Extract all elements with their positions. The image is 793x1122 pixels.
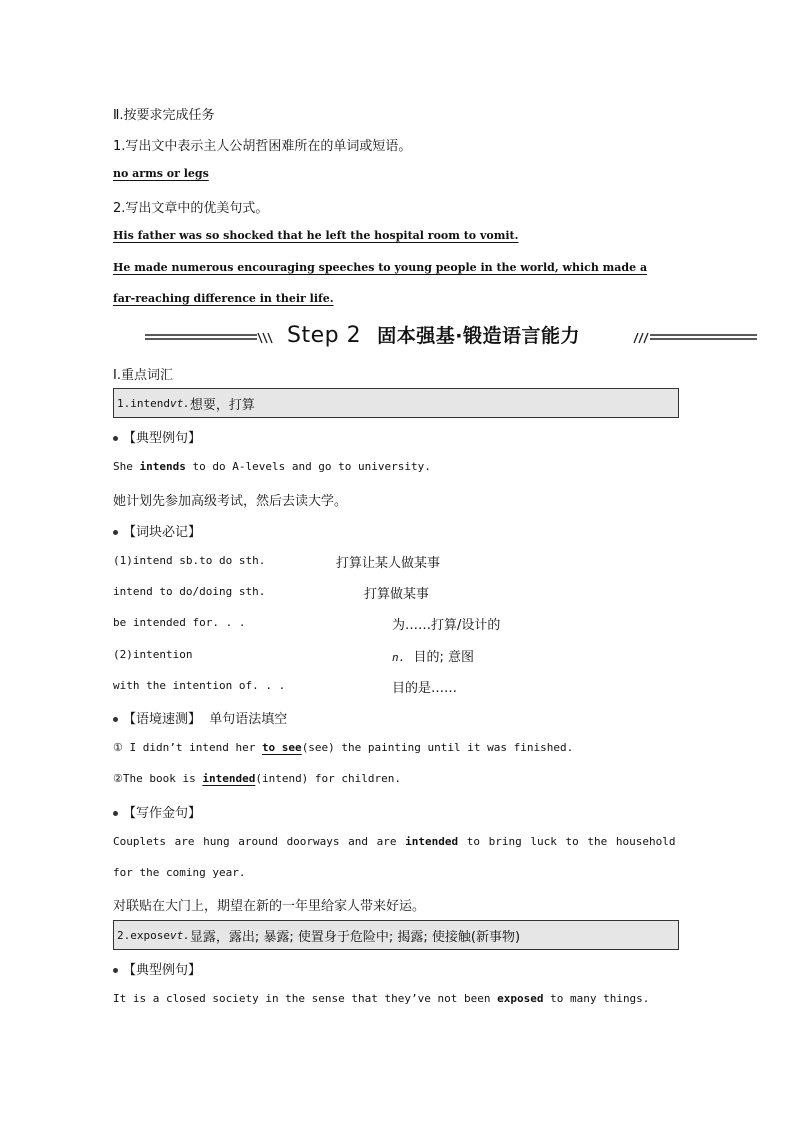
chunk-en-2: intend to do/doing sth. [113, 585, 266, 598]
chunk-en-1: (1)intend sb.to do sth. [113, 554, 266, 567]
chunk-tag: 【词块必记】 [113, 521, 201, 540]
step-subtitle: 固本强基·锻造语言能力 [377, 325, 580, 347]
example-sentence: She intends to do A-levels and go to university. [113, 460, 431, 473]
entry-pos: vt. [169, 928, 190, 942]
question-2: 2.写出文章中的优美句式。 [113, 201, 269, 216]
quiz-item-2: ②The book is intended(intend) for children. [113, 772, 402, 785]
bullet-icon [113, 811, 118, 816]
entry-pos: vt. [169, 396, 190, 410]
entry-meaning: 想要，打算 [189, 397, 255, 413]
part2-heading: Ⅱ.按要求完成任务 [113, 108, 215, 123]
step-label: Step 2 [287, 323, 362, 348]
chunk-en-5: with the intention of. . . [113, 679, 286, 692]
bullet-icon [113, 530, 118, 535]
entry-word: 1.intend [117, 396, 170, 410]
chunk-cn-4: n. 目的; 意图 [392, 650, 475, 665]
example-tag: 【典型例句】 [113, 427, 201, 446]
writing-sentence-line-2: for the coming year. [113, 866, 246, 879]
answer-2-line-2: He made numerous encouraging speeches to young people in the world, which made a [113, 261, 648, 274]
example-translation: 她计划先参加高级考试，然后去读大学。 [113, 494, 348, 509]
quiz-answer-2: intended [202, 772, 256, 785]
example-sentence-2: It is a closed society in the sense that they’ve not been exposed to many things. [113, 992, 650, 1005]
entry-word: 2.expose [117, 928, 170, 942]
chunk-en-3: be intended for. . . [113, 616, 246, 629]
chunk-en-4: (2)intention [113, 648, 193, 661]
bullet-icon [113, 717, 118, 722]
entry-meaning: 显露，露出; 暴露; 使置身于危险中; 揭露; 使接触(新事物) [189, 929, 521, 945]
bullet-icon [113, 436, 118, 441]
question-1: 1.写出文中表示主人公胡哲困难所在的单词或短语。 [113, 139, 412, 154]
answer-1: no arms or legs [113, 167, 209, 180]
vocab-entry-expose [113, 920, 679, 950]
vocab-entry-intend [113, 388, 679, 418]
chunk-cn-1: 打算让某人做某事 [336, 556, 441, 571]
answer-2-line-1: His father was so shocked that he left the hospital room to vomit. [113, 229, 519, 242]
writing-translation: 对联贴在大门上，期望在新的一年里给家人带来好运。 [113, 899, 426, 914]
quiz-item-1: ① I didn’t intend her to see(see) the painting until it was finished. [113, 741, 574, 754]
writing-sentence-line-1: Couplets are hung around doorways and are intended to bring luck to the household [113, 835, 676, 848]
writing-tag: 【写作金句】 [113, 802, 201, 821]
example-tag-2: 【典型例句】 [113, 959, 201, 978]
step-title [287, 321, 580, 348]
chunk-cn-3: 为……打算/设计的 [392, 618, 501, 633]
quiz-answer-1: to see [261, 741, 302, 754]
bullet-icon [113, 968, 118, 973]
vocab-heading: Ⅰ.重点词汇 [113, 368, 173, 383]
chunk-cn-5: 目的是…… [392, 681, 458, 696]
answer-2-line-3: far-reaching difference in their life. [113, 292, 334, 305]
chunk-cn-2: 打算做某事 [364, 587, 430, 602]
quiz-tag: 【语境速测】 单句语法填空 [113, 708, 287, 727]
